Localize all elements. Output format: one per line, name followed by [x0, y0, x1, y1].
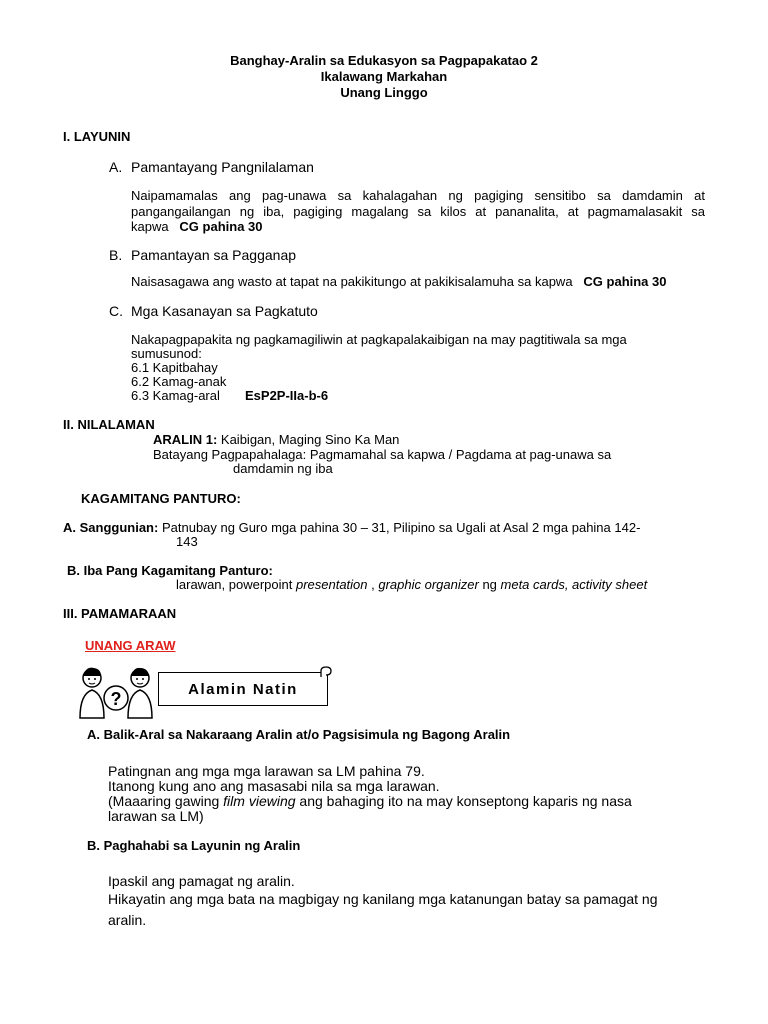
step-a-line: (Maaaring gawing film viewing ang bahaging ito na may konseptong kaparis ng nasa	[108, 793, 632, 809]
layunin-c-body-cont: sumusunod:	[131, 346, 202, 361]
sanggunian-cont: 143	[176, 534, 198, 549]
step-b-line: aralin.	[108, 912, 147, 928]
children-question-illustration	[76, 664, 156, 720]
section-nilalaman-heading: II. NILALAMAN	[63, 417, 155, 432]
layunin-a-body: Naipamamalas ang pag-unawa sa kahalagahan ng pagiging sensitibo sa damdamin at pangangailangan ng iba, pagiging magalang sa kilos at pananalita, at pagmamalasakit sa kapwa CG pahina 30	[131, 188, 705, 234]
doc-subtitle-quarter: Ikalawang Markahan	[320, 69, 448, 84]
svg-text:?: ?	[110, 689, 122, 709]
section-layunin-heading: I. LAYUNIN	[63, 129, 131, 144]
aralin-title: ARALIN 1: Kaibigan, Maging Sino Ka Man	[153, 432, 400, 447]
step-a-heading: A. Balik-Aral sa Nakaraang Aralin at/o Pagsisimula ng Bagong Aralin	[87, 727, 511, 742]
batayang-pagpapahalaga: Batayang Pagpapahalaga: Pagmamahal sa kapwa / Pagdama at pag-unawa sa	[153, 447, 612, 462]
step-a-line: larawan sa LM)	[108, 808, 204, 824]
layunin-a-label: A.	[109, 159, 123, 175]
layunin-b-label: B.	[109, 247, 123, 263]
section-pamamaraan-heading: III. PAMAMARAAN	[63, 606, 177, 621]
layunin-a-title: Pamantayang Pangnilalaman	[131, 159, 314, 175]
step-b-line: Hikayatin ang mga bata na magbigay ng kanilang mga katanungan batay sa pamagat ng	[108, 891, 658, 907]
iba-pang-kagamitan-heading: B. Iba Pang Kagamitang Panturo:	[67, 563, 273, 578]
layunin-b-body: Naisasagawa ang wasto at tapat na pakikitungo at pakikisalamuha sa kapwa CG pahina 30	[131, 274, 667, 289]
competency-code: EsP2P-IIa-b-6	[245, 388, 329, 403]
layunin-b-title: Pamantayan sa Pagganap	[131, 247, 297, 263]
kagamitan-heading: KAGAMITANG PANTURO:	[81, 491, 241, 506]
step-b-heading: B. Paghahabi sa Layunin ng Aralin	[87, 838, 301, 853]
layunin-c-item: 6.3 Kamag-aral	[131, 388, 220, 403]
step-a-line: Patingnan ang mga mga larawan sa LM pahina 79.	[108, 763, 425, 779]
step-b-line: Ipaskil ang pamagat ng aralin.	[108, 873, 295, 889]
sanggunian: A. Sanggunian: Patnubay ng Guro mga pahina 30 – 31, Pilipino sa Ugali at Asal 2 mga pahina 142-	[63, 520, 641, 535]
layunin-c-item: 6.1 Kapitbahay	[131, 360, 218, 375]
banner-label: Alamin Natin	[188, 680, 298, 698]
doc-title: Banghay-Aralin sa Edukasyon sa Pagpapakatao 2	[230, 53, 538, 68]
layunin-c-title: Mga Kasanayan sa Pagkatuto	[131, 303, 318, 319]
layunin-c-body: Nakapagpapakita ng pagkamagiliwin at pagkapalakaibigan na may pagtitiwala sa mga	[131, 332, 627, 347]
alamin-natin-banner	[158, 672, 328, 706]
doc-subtitle-week: Unang Linggo	[340, 85, 428, 100]
iba-pang-kagamitan-list: larawan, powerpoint presentation , graphic organizer ng meta cards, activity sheet	[176, 577, 648, 592]
layunin-c-item: 6.2 Kamag-anak	[131, 374, 227, 389]
step-a-line: Itanong kung ano ang masasabi nila sa mga larawan.	[108, 778, 440, 794]
layunin-c-label: C.	[109, 303, 123, 319]
batayang-pagpapahalaga-cont: damdamin ng iba	[233, 461, 333, 476]
day-label: UNANG ARAW	[85, 638, 176, 653]
